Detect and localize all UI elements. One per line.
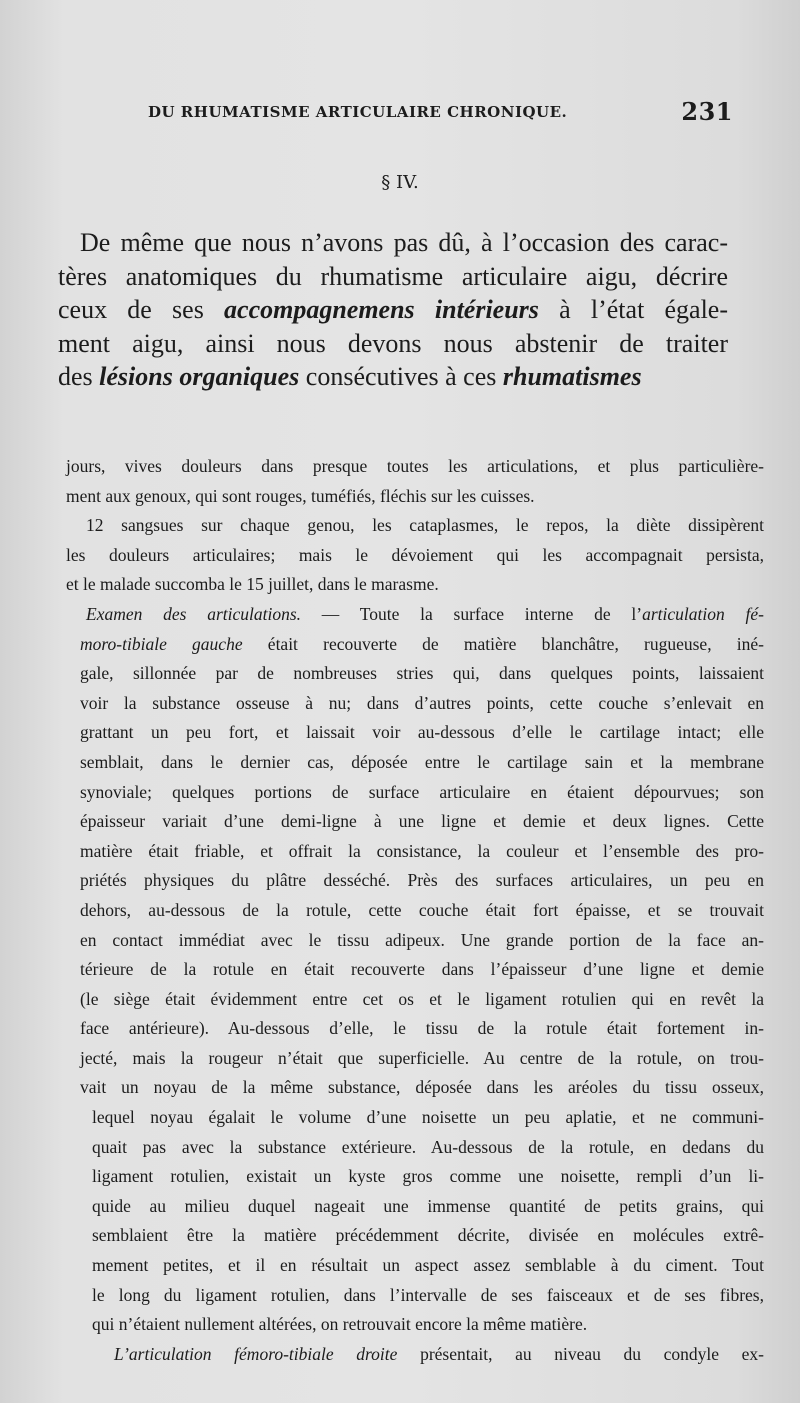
text-line: quait pas avec la substance extérieure. Au-dessous de la rotule, en dedans du	[92, 1136, 764, 1157]
text-line: synoviale; quelques portions de surface articulaire en étaient dépourvues; son	[80, 781, 764, 802]
running-title: DU RHUMATISME ARTICULAIRE CHRONIQUE.	[148, 103, 568, 121]
text-line: semblaient être la matière précédemment décrite, divisée en molécules extrê-	[92, 1225, 764, 1246]
text-line: jours, vives douleurs dans presque toutes les articulations, et plus particulière-	[66, 456, 764, 476]
text-line: 12 sangsues sur chaque genou, les cataplasmes, le repos, la diète dissipèrent	[86, 515, 764, 536]
text-line: Examen des articulations. — Toute la surface interne de l’articulation fé-	[86, 603, 764, 624]
text-line: mement petites, et il en résultait un aspect assez semblable à du ciment. Tout	[92, 1255, 764, 1276]
lead-line: ceux de ses accompagnemens intérieurs à l’état égale-	[58, 295, 729, 324]
lead-line: De même que nous n’avons pas dû, à l’occasion des carac-	[80, 228, 728, 257]
text-line: voir la substance osseuse à nu; dans d’autres points, cette couche s’enlevait en	[80, 692, 764, 713]
text-line: dehors, au-dessous de la rotule, cette couche était fort épaisse, et se trouvait	[80, 899, 764, 920]
section-heading: § IV.	[381, 172, 419, 193]
text-line: lequel noyau égalait le volume d’une noisette un peu aplatie, et ne communi-	[92, 1107, 764, 1128]
lead-paragraph	[58, 226, 728, 394]
page-number: 231	[681, 97, 733, 126]
text-line: et le malade succomba le 15 juillet, dans le marasme.	[66, 574, 439, 595]
text-line: qui n’étaient nullement altérées, on retrouvait encore la même matière.	[92, 1314, 588, 1335]
italic-phrase: rhumatismes	[502, 362, 642, 391]
text-line: jecté, mais la rougeur n’était que superficielle. Au centre de la rotule, on trou-	[80, 1047, 764, 1068]
lead-line: des lésions organiques consécutives à ces rhumatismes	[58, 362, 642, 391]
italic-phrase: L’articulation fémoro-tibiale droite	[114, 1343, 398, 1364]
running-header	[148, 97, 733, 126]
italic-phrase: moro-tibiale gauche	[80, 633, 243, 654]
text-line: face antérieure). Au-dessous d’elle, le tissu de la rotule était fortement in-	[80, 1018, 764, 1039]
italic-phrase: lésions organiques	[99, 362, 300, 391]
text-line: L’articulation fémoro-tibiale droite présentait, au niveau du condyle ex-	[114, 1343, 764, 1364]
case-report-text	[66, 452, 764, 1369]
italic-phrase: Examen des articulations.	[86, 603, 302, 624]
text-line: vait un noyau de la même substance, déposée dans les aréoles du tissu osseux,	[80, 1077, 764, 1098]
text-line: térieure de la rotule en était recouverte dans l’épaisseur d’une ligne et demie	[80, 959, 764, 980]
italic-phrase: articulation fé-	[642, 603, 764, 624]
text-line: ligament rotulien, existait un kyste gros comme une noisette, rempli d’un li-	[92, 1166, 764, 1187]
text-line: le long du ligament rotulien, dans l’intervalle de ses faisceaux et de ses fibres,	[92, 1284, 764, 1305]
italic-phrase: accompagnemens intérieurs	[224, 295, 539, 324]
text-line: matière était friable, et offrait la consistance, la couleur et l’ensemble des pro-	[80, 840, 764, 861]
text-line: gale, sillonnée par de nombreuses stries qui, dans quelques points, laissaient	[80, 663, 764, 684]
text-line: semblait, dans le dernier cas, déposée entre le cartilage sain et la membrane	[80, 751, 764, 772]
lead-line: ment aigu, ainsi nous devons nous abstenir de traiter	[58, 328, 728, 358]
text-line: les douleurs articulaires; mais le dévoiement qui les accompagnait persista,	[66, 544, 764, 565]
text-line: quide au milieu duquel nageait une immense quantité de petits grains, qui	[92, 1195, 764, 1216]
text-line: priétés physiques du plâtre desséché. Près des surfaces articulaires, un peu en	[80, 870, 764, 891]
text-line: en contact immédiat avec le tissu adipeux. Une grande portion de la face an-	[80, 929, 764, 950]
text-line: moro-tibiale gauche était recouverte de matière blanchâtre, rugueuse, iné-	[80, 633, 764, 654]
text-line: (le siège était évidemment entre cet os et le ligament rotulien qui en revêt la	[80, 988, 764, 1009]
text-line: grattant un peu fort, et laissait voir au-dessous d’elle le cartilage intact; elle	[80, 722, 764, 743]
text-line: ment aux genoux, qui sont rouges, tuméfiés, fléchis sur les cuisses.	[66, 485, 535, 506]
lead-line: tères anatomiques du rhumatisme articulaire aigu, décrire	[58, 261, 728, 291]
text-line: épaisseur variait d’une demi-ligne à une ligne et demie et deux lignes. Cette	[80, 811, 764, 832]
